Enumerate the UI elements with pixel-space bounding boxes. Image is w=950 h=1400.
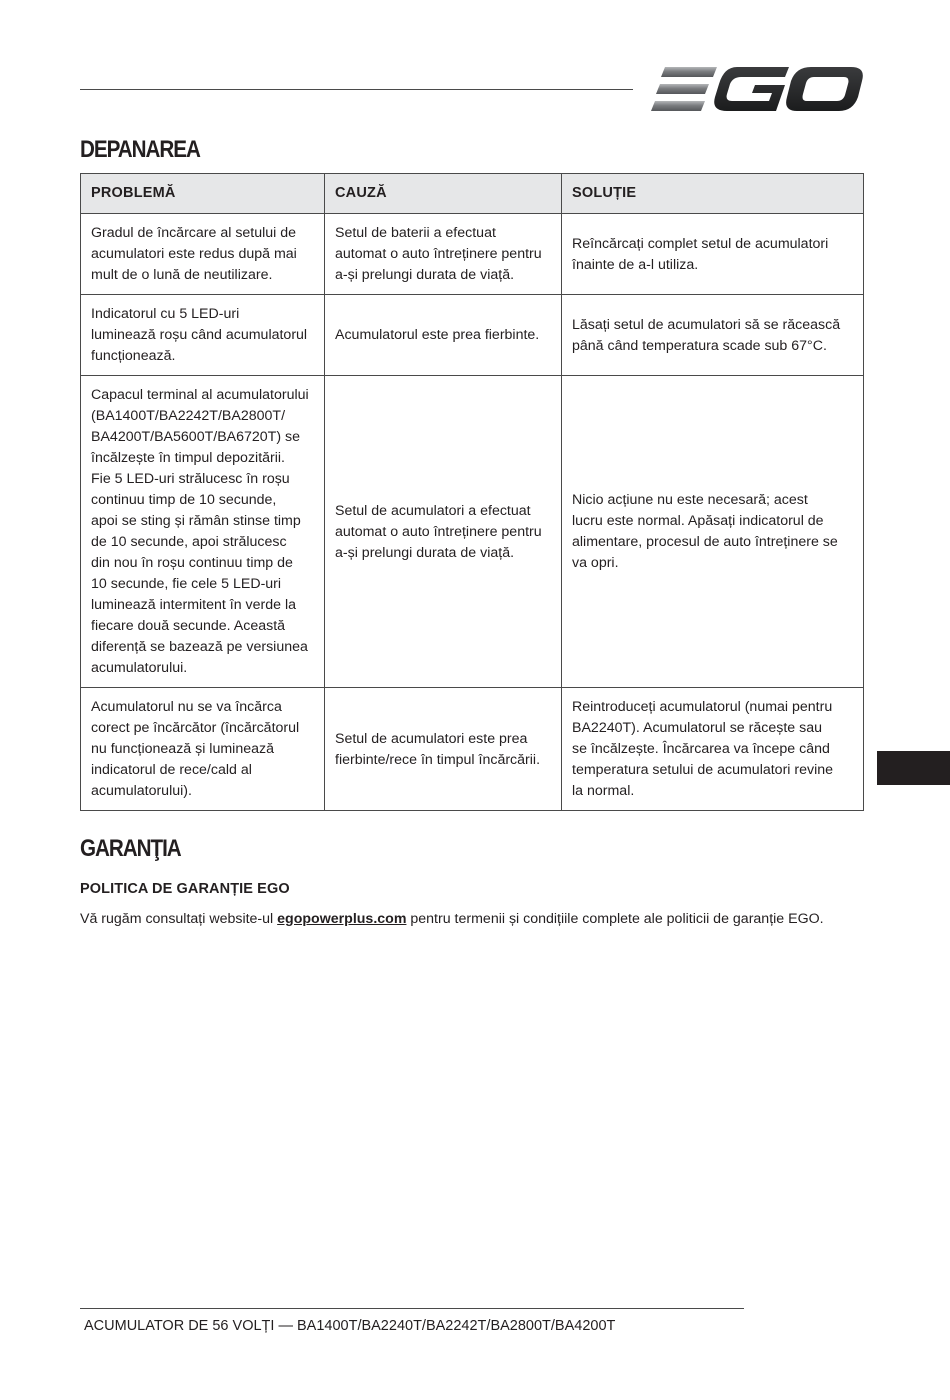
solution-text: Nicio acțiune nu este necesară; acest lucru este normal. Apăsați indicatorul de alimentare, procesul de auto întreținere se va opri. [572,492,838,571]
egopowerplus-link[interactable]: egopowerplus.com [277,911,407,927]
language-tab-marker [877,751,950,785]
cell-problem [81,214,325,295]
problem-text: Gradul de încărcare al setului de acumulatori este redus după mai mult de o lună de neutilizare. [91,225,297,283]
warranty-text-after: pentru termenii și condițiile complete ale politicii de garanție EGO. [406,911,824,927]
cell-solution [562,688,864,811]
table-row [81,214,864,295]
cell-solution [562,214,864,295]
cell-solution [562,295,864,376]
cause-text: Setul de acumulatori este prea fierbinte/rece în timpul încărcării. [335,730,541,768]
table-row [81,295,864,376]
warranty-paragraph [80,909,870,929]
cell-cause [325,688,562,811]
table-header-row [81,174,864,214]
warranty-policy-heading: POLITICA DE GARANȚIE EGO [80,881,290,897]
cell-problem [81,688,325,811]
troubleshooting-title: DEPANAREA [80,136,200,163]
ego-logo [651,64,863,114]
problem-text: Acumulatorul nu se va încărca corect pe încărcător (încărcătorul nu funcționează și luminează indicatorul de rece/cald al acumulatorului). [91,699,300,799]
table-row [81,688,864,811]
table-row [81,376,864,688]
footer-product-line: ACUMULATOR DE 56 VOLȚI — BA1400T/BA2240T/BA2242T/BA2800T/BA4200T [84,1318,616,1334]
cell-problem [81,295,325,376]
solution-text: Reîncărcați complet setul de acumulatori înainte de a-l utiliza. [572,235,829,273]
solution-text: Reintroduceți acumulatorul (numai pentru BA2240T). Acumulatorul se răcește sau se încălzește. Încărcarea va începe când temperatura setului de acumulatori revine la normal. [572,699,834,799]
cell-cause [325,295,562,376]
cell-cause [325,376,562,688]
cell-problem [81,376,325,688]
cause-text: Setul de acumulatori a efectuat automat o auto întreținere pentru a-și prelungi durata de viață. [335,502,542,561]
cause-text: Setul de baterii a efectuat automat o auto întreținere pentru a-și prelungi durata de viață. [335,225,542,283]
troubleshooting-table [80,173,864,811]
warranty-title: GARANŢIA [80,835,181,862]
header-divider [80,89,633,90]
cause-text: Acumulatorul este prea fierbinte. [335,327,540,343]
header-solution: SOLUȚIE [562,174,864,214]
problem-text: Capacul terminal al acumulatorului (BA1400T/BA2242T/BA2800T/ BA4200T/BA5600T/BA6720T) se încălzește în timpul depozitării. Fie 5 LED-uri strălucesc în roșu continuu timp de 10 secunde, apoi se sting și rămân stinse timp de 10 secunde, apoi strălucesc din nou în roșu continuu timp de 10 secunde, fie cele 5 LED-uri luminează intermitent în verde la fiecare două secunde. Această diferență se bazează pe versiunea acumulatorului. [91,387,309,676]
cell-cause [325,214,562,295]
footer-divider [80,1308,744,1309]
cell-solution [562,376,864,688]
warranty-text-before: Vă rugăm consultați website-ul [80,911,278,927]
header-cause: CAUZĂ [325,174,562,214]
problem-text: Indicatorul cu 5 LED-uri luminează roșu când acumulatorul funcționează. [91,306,308,364]
header-problem: PROBLEMĂ [81,174,325,214]
solution-text: Lăsați setul de acumulatori să se răcească până când temperatura scade sub 67°C. [572,316,841,354]
